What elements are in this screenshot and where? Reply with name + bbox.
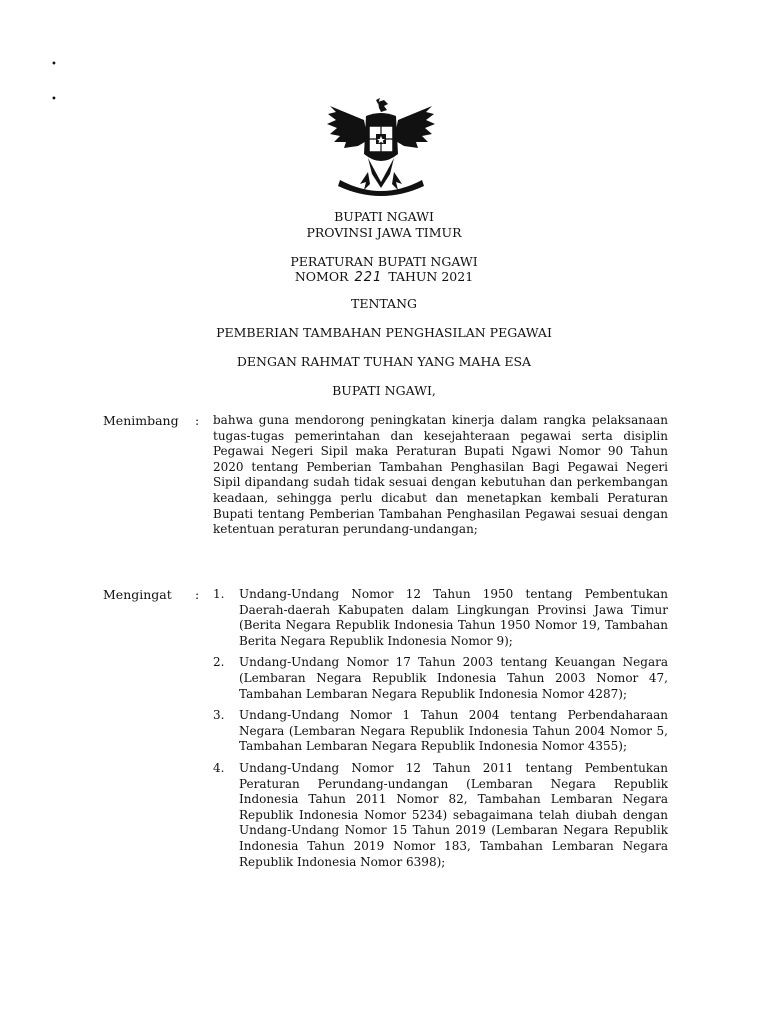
number-prefix: NOMOR bbox=[294, 269, 349, 284]
item-number: 3. bbox=[213, 708, 225, 723]
remembering-colon: : bbox=[195, 587, 200, 602]
item-text: Undang-Undang Nomor 17 Tahun 2003 tentang Keuangan Negara (Lembaran Negara Republik Indonesia Tahun 2003 Nomor 47, Tambahan Lembaran Negara Republik Indonesia Nomor 4287); bbox=[239, 655, 668, 701]
regulation-subject: PEMBERIAN TAMBAHAN PENGHASILAN PEGAWAI bbox=[216, 325, 552, 340]
regulation-number: 221 bbox=[354, 270, 383, 285]
scan-mark: • bbox=[51, 59, 57, 70]
province-title: PROVINSI JAWA TIMUR bbox=[306, 225, 462, 240]
item-number: 1. bbox=[213, 587, 225, 601]
legal-basis-list bbox=[213, 587, 668, 876]
considering-colon: : bbox=[195, 413, 200, 428]
regent-title: BUPATI NGAWI bbox=[334, 209, 434, 224]
regulation-year: TAHUN 2021 bbox=[388, 269, 474, 284]
item-text: Undang-Undang Nomor 1 Tahun 2004 tentang Perbendaharaan Negara (Lembaran Negara Republik Indonesia Tahun 2004 Nomor 5, Tambahan Lembaran Negara Republik Indonesia Nomor 4355); bbox=[239, 708, 668, 754]
list-item bbox=[213, 708, 668, 755]
regulation-title: PERATURAN BUPATI NGAWI bbox=[290, 254, 478, 269]
considering-text: bahwa guna mendorong peningkatan kinerja dalam rangka pelaksanaan tugas-tugas pemerintahan dan kesejahteraan pegawai serta disiplin Pegawai Negeri Sipil maka Peraturan Bupati Ngawi Nomor 90 Tahun 2020 tentang Pemberian Tambahan Penghasilan Bagi Pegawai Negeri Sipil dipandang sudah tidak sesuai dengan kebutuhan dan perkembangan keadaan, sehingga perlu dicabut dan menetapkan kembali Peraturan Bupati tentang Pemberian Tambahan Penghasilan Pegawai sesuai dengan ketentuan peraturan perundang-undangan; bbox=[213, 413, 668, 537]
invocation: DENGAN RAHMAT TUHAN YANG MAHA ESA bbox=[236, 354, 532, 369]
scan-mark: • bbox=[51, 94, 57, 105]
regent-opening: BUPATI NGAWI, bbox=[332, 383, 436, 398]
list-item bbox=[213, 587, 668, 649]
garuda-pancasila-emblem-icon bbox=[324, 98, 438, 202]
remembering-label: Mengingat bbox=[103, 587, 172, 602]
item-number: 4. bbox=[213, 760, 225, 775]
item-text: Undang-Undang Nomor 12 Tahun 2011 tentang Pembentukan Peraturan Perundang-undangan (Lembaran Negara Republik Indonesia Tahun 2011 Nomor 82, Tambahan Lembaran Negara Republik Indonesia Nomor 5234) sebagaimana telah diubah dengan Undang-Undang Nomor 15 Tahun 2019 (Lembaran Negara Republik Indonesia Tahun 2019 Nomor 183, Tambahan Lembaran Negara Republik Indonesia Nomor 6398); bbox=[239, 760, 668, 869]
about-heading: TENTANG bbox=[350, 296, 417, 311]
item-number: 2. bbox=[213, 655, 225, 670]
considering-label: Menimbang bbox=[103, 413, 179, 428]
regulation-number-line bbox=[0, 268, 768, 286]
list-item bbox=[213, 655, 668, 702]
list-item bbox=[213, 761, 668, 870]
item-text: Undang-Undang Nomor 12 Tahun 1950 tentang Pembentukan Daerah-daerah Kabupaten dalam Lingkungan Provinsi Jawa Timur (Berita Negara Republik Indonesia Tahun 1950 Nomor 19, Tambahan Berita Negara Republik Indonesia Nomor 9); bbox=[239, 587, 668, 648]
